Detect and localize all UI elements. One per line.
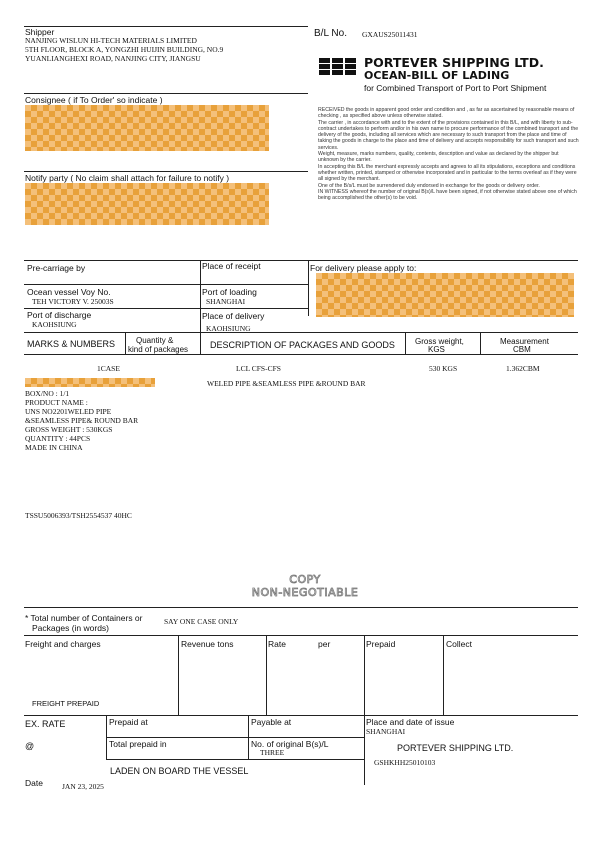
date-label: Date	[25, 778, 43, 788]
place-of-delivery-label: Place of delivery	[202, 311, 265, 321]
place-of-receipt-label: Place of receipt	[202, 261, 261, 271]
total-prepaid-label: Total prepaid in	[109, 739, 167, 749]
company-logo	[319, 58, 356, 75]
description-header: DESCRIPTION OF PACKAGES AND GOODS	[210, 340, 395, 350]
freight-prepaid-note: FREIGHT PREPAID	[32, 699, 100, 708]
total-containers-label-2: Packages (in words)	[32, 623, 110, 633]
goods-description: WELED PIPE &SEAMLESS PIPE &ROUND BAR	[207, 379, 366, 388]
shipper-line-3: YUANLIANGHEXI ROAD, NANJING CITY, JIANGSU	[25, 54, 201, 63]
freight-charges-label: Freight and charges	[25, 639, 101, 649]
revenue-tons-label: Revenue tons	[181, 639, 234, 649]
collect-label: Collect	[446, 639, 472, 649]
terms-paragraph-1: RECEIVED the goods in apparent good order and condition and , as far as ascertained by reasonable means of checking , as specified above unless otherwise stated.	[318, 107, 575, 120]
container-number: TSSU5006393/TSH2554537 40HC	[25, 511, 132, 520]
marks-line-4: &SEAMLESS PIPE& ROUND BAR	[25, 416, 139, 425]
terms-paragraph-2: The carrier , in accordance with and to the extent of the provisions contained in this B/L, and with liberty to sub-contract undertakes to perform and/or in his own name to procure performance of the combined transport and the delivery of the goods, including all services which are necessary to such transport from the place and time of taking the goods in charge to the place and time of delivery and accepts responsibility for such transport and such services.	[318, 119, 579, 151]
marks-redacted	[25, 378, 155, 387]
packages-value: 1CASE	[97, 364, 120, 373]
document-subtitle: for Combined Transport of Port to Port Shipment	[364, 83, 547, 93]
terms-text	[318, 107, 580, 201]
bl-number: GXAUS25011431	[362, 30, 418, 39]
quantity-header-2: kind of packages	[128, 345, 189, 354]
port-of-discharge-label: Port of discharge	[27, 310, 92, 320]
ex-rate-label: EX. RATE	[25, 719, 66, 729]
marks-line-7: MADE IN CHINA	[25, 443, 83, 452]
copy-stamp	[230, 573, 380, 599]
pre-carriage-label: Pre-carriage by	[27, 263, 86, 273]
gross-header-2: KGS	[428, 345, 445, 354]
marks-line-3: UNS NO2201WELED PIPE	[25, 407, 112, 416]
prepaid-at-label: Prepaid at	[109, 717, 148, 727]
total-containers-label-1: * Total number of Containers or	[25, 613, 143, 623]
marks-header: MARKS & NUMBERS	[27, 339, 116, 349]
lcl-value: LCL CFS-CFS	[236, 364, 281, 373]
place-date-issue-value: SHANGHAI	[366, 727, 406, 736]
notify-redacted	[25, 183, 269, 225]
port-of-loading-value: SHANGHAI	[206, 297, 246, 306]
prepaid-label: Prepaid	[366, 639, 396, 649]
ocean-vessel-value: TEH VICTORY V. 25003S	[32, 297, 114, 306]
ocean-vessel-label: Ocean vessel Voy No.	[27, 287, 111, 297]
signatory-name: PORTEVER SHIPPING LTD.	[397, 743, 514, 753]
shipper-label: Shipper	[25, 27, 55, 37]
signatory-reference: GSHKHH25010103	[374, 758, 436, 767]
terms-paragraph-3: Weight, measure, marks numbers, quality, contents, description and value as declared by the shipper but unknown by the carrier.	[318, 151, 559, 164]
measurement-value: 1.362CBM	[506, 364, 540, 373]
gross-weight-value: 530 KGS	[429, 364, 458, 373]
port-of-discharge-value: KAOHSIUNG	[32, 320, 77, 329]
total-containers-value: SAY ONE CASE ONLY	[164, 617, 239, 626]
rate-label: Rate	[268, 639, 286, 649]
per-label: per	[318, 639, 331, 649]
copy-stamp-line-1: COPY	[289, 573, 321, 586]
originals-label: No. of original B(s)/L	[251, 739, 329, 749]
document-title: OCEAN-BILL OF LADING	[364, 69, 510, 82]
laden-on-board-label: LADEN ON BOARD THE VESSEL	[110, 766, 249, 776]
marks-line-6: QUANTITY : 44PCS	[25, 434, 91, 443]
port-of-loading-label-text: Port of loading	[202, 287, 257, 297]
payable-at-label: Payable at	[251, 717, 292, 727]
date-value: JAN 23, 2025	[62, 782, 104, 791]
bl-label: B/L No.	[314, 28, 347, 39]
terms-paragraph-4: In accepting this B/L the merchant expressly accepts and agrees to all its stipulations, exceptions and conditions whether written, printed, stamped or otherwise incorporated and in particular to the terms overleaf as if they were all signed by the merchant.	[318, 163, 577, 183]
measurement-header-2: CBM	[513, 345, 531, 354]
marks-line-5: GROSS WEIGHT : 530KGS	[25, 425, 113, 434]
originals-value: THREE	[260, 748, 285, 757]
copy-stamp-line-2: NON-NEGOTIABLE	[251, 586, 359, 599]
consignee-label: Consignee ( if To Order' so indicate )	[25, 95, 163, 105]
gross-header-1: Gross weight,	[415, 337, 464, 346]
notify-label: Notify party ( No claim shall attach for failure to notify )	[25, 173, 230, 183]
delivery-apply-label: For delivery please apply to:	[310, 263, 417, 273]
terms-paragraph-6: IN WITNESS whereof the number of original B(s)/L have been signed, if not otherwise stated above one of which being accomplished the other(s) to be void.	[318, 188, 577, 202]
shipper-line-1: NANJING WISLUN HI-TECH MATERIALS LIMITED	[25, 36, 197, 45]
measurement-header-1: Measurement	[500, 337, 549, 346]
shipper-line-2: 5TH FLOOR, BLOCK A, YONGZHI HUIJIN BUILDING, NO.9	[25, 45, 224, 54]
consignee-redacted	[25, 105, 269, 151]
delivery-agent-redacted	[316, 273, 574, 317]
quantity-header-1: Quantity &	[136, 336, 174, 345]
marks-line-2: PRODUCT NAME :	[25, 398, 88, 407]
place-of-delivery-value: KAOHSIUNG	[206, 324, 251, 333]
terms-paragraph-5: One of the B/s/L must be surrendered duly endorsed in exchange for the goods or delivery order.	[318, 182, 540, 189]
place-date-issue-label: Place and date of issue	[366, 717, 455, 727]
at-sign: @	[25, 741, 35, 751]
company-name: PORTEVER SHIPPING LTD.	[364, 55, 544, 70]
marks-line-1: BOX/NO : 1/1	[25, 389, 70, 398]
